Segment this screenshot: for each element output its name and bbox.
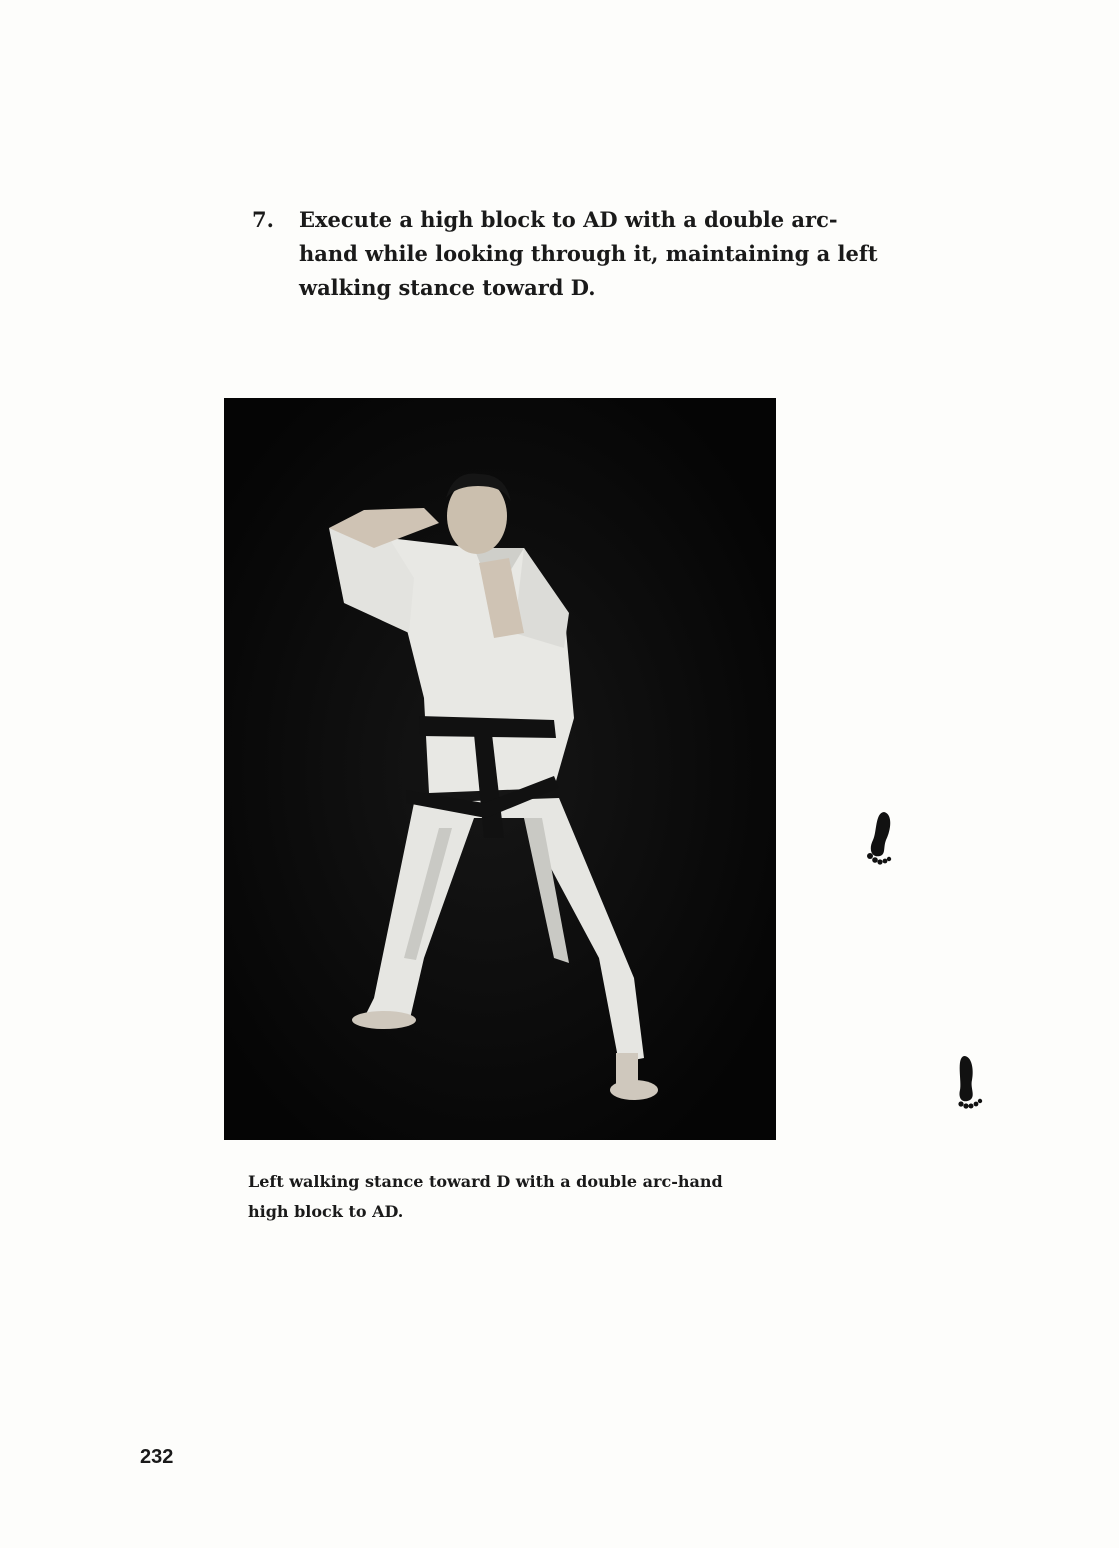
martial-artist-figure	[224, 398, 776, 1140]
footprint-icon	[864, 810, 896, 866]
photo-caption: Left walking stance toward D with a double arc-hand high block to AD.	[248, 1172, 723, 1221]
step-text: Execute a high block to AD with a double arc-hand while looking through it, maintaining a left walking stance toward D.	[299, 207, 878, 300]
footprint-icon	[952, 1054, 984, 1110]
photograph-martial-artist	[224, 398, 776, 1140]
step-number: 7.	[252, 207, 274, 232]
instruction-step	[252, 203, 882, 305]
page-number: 232	[140, 1446, 174, 1468]
